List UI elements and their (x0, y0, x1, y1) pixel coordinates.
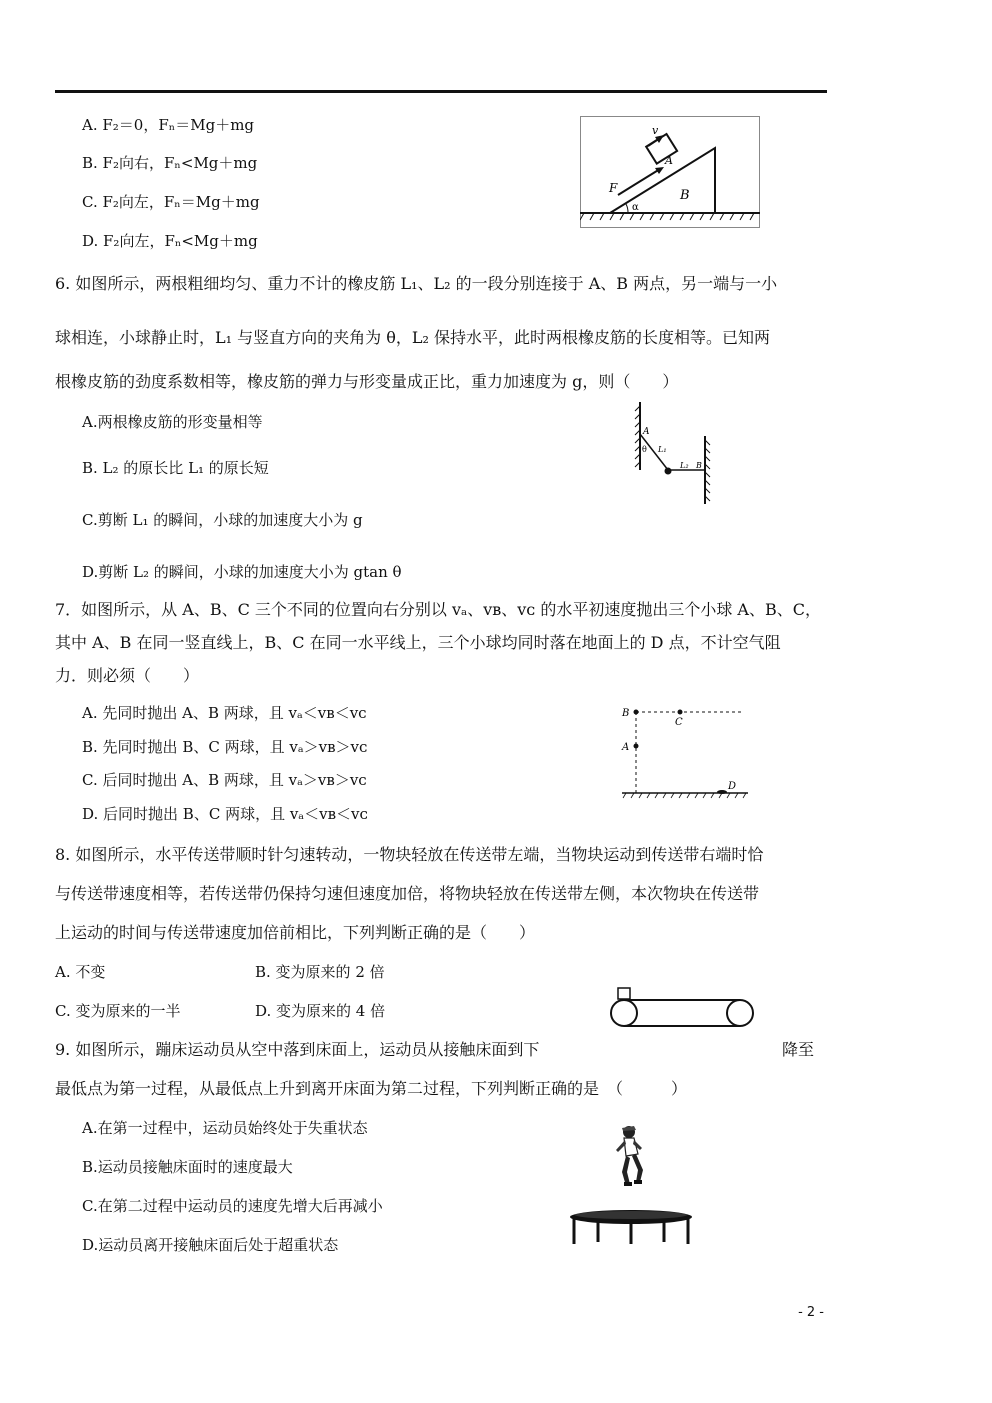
label-a: A (665, 154, 673, 167)
q9-option-d: D.运动员离开接触床面后处于超重状态 (82, 1236, 339, 1254)
q6-option-d: D.剪断 L₂ 的瞬间，小球的加速度大小为 gtan θ (82, 563, 402, 581)
point-c (678, 710, 683, 715)
q9-option-c: C.在第二过程中运动员的速度先增大后再减小 (82, 1197, 383, 1215)
point-a (634, 744, 639, 749)
q8-option-d: D. 变为原来的 4 倍 (255, 1002, 386, 1020)
label-a: A (622, 742, 630, 753)
page-number: - 2 - (798, 1305, 824, 1320)
q7-option-a: A. 先同时抛出 A、B 两球，且 vₐ＜vʙ＜vᴄ (82, 704, 367, 722)
q9-option-a: A.在第一过程中，运动员始终处于失重状态 (82, 1119, 368, 1137)
athlete-icon (616, 1126, 643, 1186)
trampoline-figure (566, 1120, 696, 1248)
q7-option-d: D. 后同时抛出 B、C 两球，且 vₐ＜vʙ＜vᴄ (82, 805, 368, 823)
right-roller (727, 1000, 753, 1026)
label-b: B (680, 188, 690, 203)
q6-option-a: A.两根橡皮筋的形变量相等 (82, 413, 263, 431)
q6-stem-line1: 6. 如图所示，两根粗细均匀、重力不计的橡皮筋 L₁、L₂ 的一段分别连接于 A、B 两点，另一端与一小 (55, 274, 778, 293)
q6-option-b: B. L₂ 的原长比 L₁ 的原长短 (82, 459, 269, 477)
point-b (634, 710, 639, 715)
header-rule (55, 90, 827, 93)
label-c: C (675, 717, 683, 728)
label-b: B (622, 708, 630, 719)
q7-option-c: C. 后同时抛出 A、B 两球，且 vₐ＞vʙ＞vᴄ (82, 771, 367, 789)
point-d (717, 790, 727, 794)
q7-stem-line1: 7．如图所示，从 A、B、C 三个不同的位置向右分别以 vₐ、vʙ、vᴄ 的水平初速度抛出三个小球 A、B、C， (55, 600, 821, 619)
label-l1: L₁ (658, 445, 667, 454)
q7-stem-line2: 其中 A、B 在同一竖直线上，B、C 在同一水平线上，三个小球均同时落在地面上的 D 点，不计空气阻 (55, 633, 781, 652)
label-alpha: α (632, 202, 639, 213)
incline-figure (580, 116, 760, 228)
q8-option-c: C. 变为原来的一半 (55, 1002, 181, 1020)
q6-stem-line2: 球相连，小球静止时，L₁ 与竖直方向的夹角为 θ，L₂ 保持水平，此时两根橡皮筋的长度相等。已知两 (55, 328, 770, 347)
q8-stem-line2: 与传送带速度相等，若传送带仍保持匀速但速度加倍，将物块轻放在传送带左侧，本次物块在传送带 (55, 884, 760, 903)
trampoline-icon (570, 1210, 692, 1244)
q8-stem-line1: 8. 如图所示，水平传送带顺时针匀速转动，一物块轻放在传送带左端，当物块运动到传送带右端时恰 (55, 845, 764, 864)
label-f: F (609, 181, 618, 195)
block (618, 988, 630, 999)
q5-option-a: A. F₂＝0，Fₙ＝Mg＋mg (82, 116, 255, 134)
label-theta: θ (642, 445, 647, 454)
label-d: D (728, 781, 737, 792)
q9-stem-line1a: 9. 如图所示，蹦床运动员从空中落到床面上，运动员从接触床面到下 (55, 1040, 540, 1059)
conveyor-figure (608, 984, 758, 1030)
q9-stem-line1b: 降至 (782, 1040, 815, 1059)
q8-stem-line3: 上运动的时间与传送带速度加倍前相比，下列判断正确的是（ ） (55, 923, 536, 942)
label-a: A (643, 427, 650, 437)
q5-option-d: D. F₂向左，Fₙ<Mg＋mg (82, 232, 258, 250)
rubber-band-figure (630, 400, 715, 508)
label-l2: L₂ (680, 461, 689, 470)
label-b: B (696, 461, 702, 470)
q5-option-b: B. F₂向右，Fₙ<Mg＋mg (82, 154, 258, 172)
q7-stem-line3: 力．则必须（ ） (55, 666, 200, 685)
q8-option-b: B. 变为原来的 2 倍 (255, 963, 385, 981)
q6-option-c: C.剪断 L₁ 的瞬间，小球的加速度大小为 g (82, 511, 363, 529)
projectile-figure (618, 700, 753, 800)
q5-option-c: C. F₂向左，Fₙ＝Mg＋mg (82, 193, 260, 211)
left-roller (611, 1000, 637, 1026)
q9-stem-line2: 最低点为第一过程，从最低点上升到离开床面为第二过程，下列判断正确的是 （ ） (55, 1079, 688, 1098)
q7-option-b: B. 先同时抛出 B、C 两球，且 vₐ＞vʙ＞vᴄ (82, 738, 368, 756)
q9-option-b: B.运动员接触床面时的速度最大 (82, 1158, 293, 1176)
q8-option-a: A. 不变 (55, 963, 106, 981)
ball (665, 468, 672, 475)
q6-stem-line3: 根橡皮筋的劲度系数相等，橡皮筋的弹力与形变量成正比，重力加速度为 g，则（ ） (55, 372, 679, 391)
label-v: v (652, 124, 659, 137)
